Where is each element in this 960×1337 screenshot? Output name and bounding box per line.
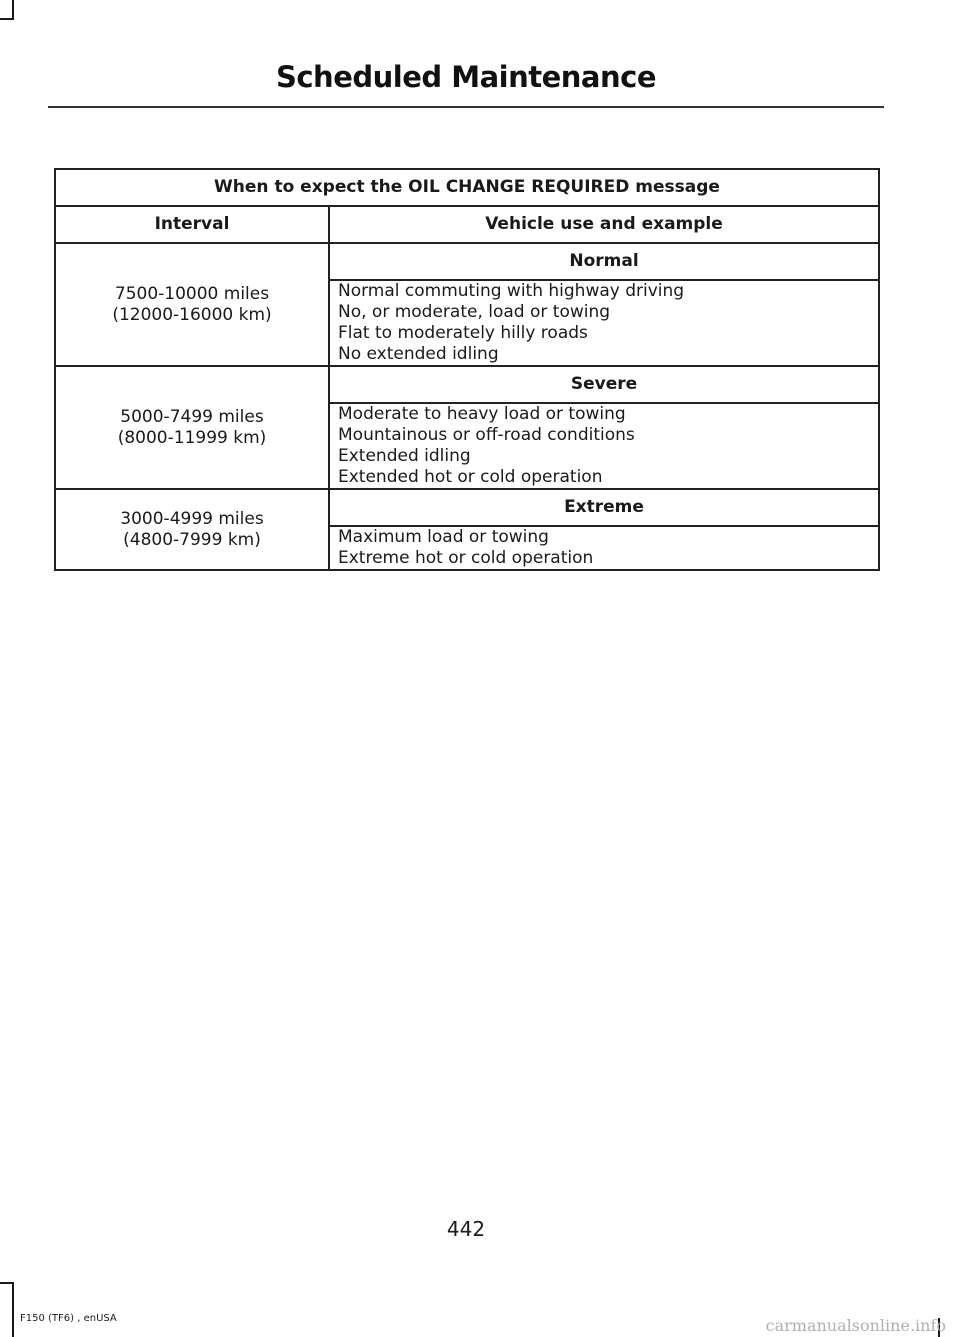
example-line: Extended hot or cold operation (338, 467, 603, 487)
interval-miles: 5000-7499 miles (120, 406, 264, 427)
table-caption: When to expect the OIL CHANGE REQUIRED message (55, 169, 879, 206)
example-line: Extended idling (338, 446, 471, 466)
interval-km: (8000-11999 km) (117, 427, 267, 448)
title-rule (48, 106, 884, 108)
category-label: Extreme (329, 489, 879, 526)
category-label: Severe (329, 366, 879, 403)
example-line: No extended idling (338, 344, 499, 364)
category-label: Normal (329, 243, 879, 280)
table-row-extreme (55, 489, 879, 526)
interval-cell (55, 489, 329, 570)
examples-cell (329, 526, 879, 570)
table-row-normal (55, 243, 879, 280)
examples-cell (329, 280, 879, 366)
interval-km: (4800-7999 km) (123, 529, 261, 550)
interval-miles: 7500-10000 miles (114, 283, 270, 304)
example-line: Normal commuting with highway driving (338, 281, 685, 301)
page-number: 442 (446, 1217, 486, 1241)
page-title: Scheduled Maintenance (275, 60, 657, 94)
oil-change-table (54, 168, 880, 571)
watermark: carmanualsonline.info (765, 1316, 946, 1335)
interval-cell (55, 243, 329, 366)
example-line: Maximum load or towing (338, 527, 549, 547)
crop-mark-bottom-left-h (0, 1282, 14, 1284)
example-line: No, or moderate, load or towing (338, 302, 611, 322)
interval-miles: 3000-4999 miles (120, 508, 264, 529)
example-line: Moderate to heavy load or towing (338, 404, 626, 424)
example-line: Mountainous or off-road conditions (338, 425, 635, 445)
interval-km: (12000-16000 km) (112, 304, 272, 325)
example-line: Extreme hot or cold operation (338, 548, 594, 568)
table-row-severe (55, 366, 879, 403)
interval-cell (55, 366, 329, 489)
document-id: F150 (TF6) , enUSA (20, 1313, 117, 1324)
crop-mark-bottom-left (12, 1282, 14, 1337)
column-header-vehicle-use: Vehicle use and example (329, 206, 879, 243)
crop-mark-top-left (12, 0, 14, 18)
column-header-interval: Interval (55, 206, 329, 243)
example-line: Flat to moderately hilly roads (338, 323, 588, 343)
crop-mark-top-left-h (0, 18, 14, 20)
examples-cell (329, 403, 879, 489)
